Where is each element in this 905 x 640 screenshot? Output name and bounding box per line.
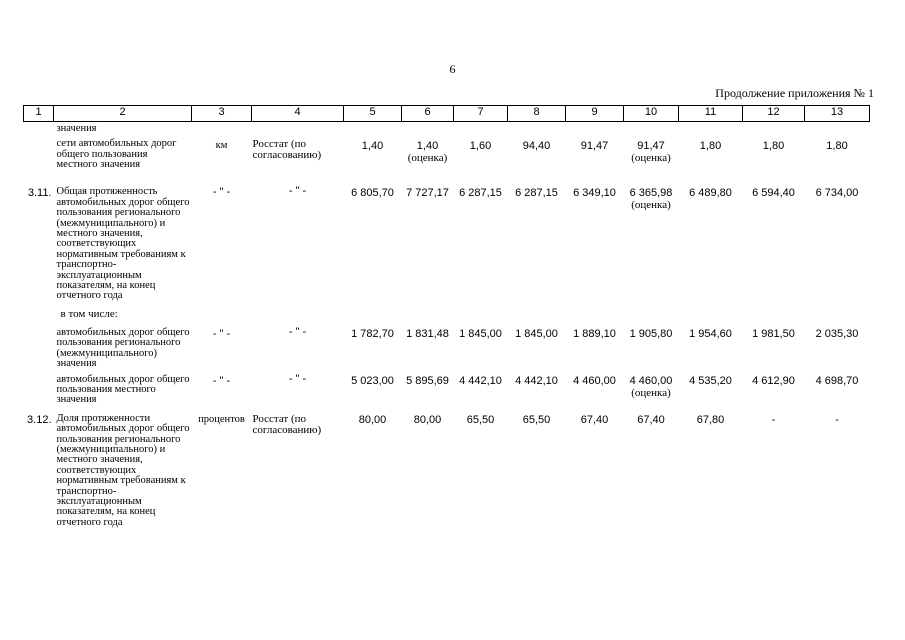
- value-cell: 2 035,30: [815, 327, 859, 340]
- value-cell: 94,40: [522, 140, 551, 153]
- value-cell: 67,40: [580, 413, 609, 426]
- value-cell: 6 489,80: [689, 187, 732, 200]
- table-row-local-roads: [24, 370, 870, 406]
- value-cell: 4 698,70: [815, 374, 859, 387]
- value-cell: 1 845,00: [459, 327, 502, 340]
- header-cell: 6: [402, 106, 454, 122]
- value-cell: 1 845,00: [515, 327, 558, 340]
- header-cell: 9: [566, 106, 624, 122]
- indicator-name: Общая протяженность автомобильных дорог общего пользования регионального (межмуниципального) и местного значения, соответствующих нормативным требованиям к транспортно-эксплуатационным показателям, на конец отчетного года: [56, 186, 190, 302]
- header-cell: 5: [344, 106, 402, 122]
- value-cell: 5 895,69: [406, 374, 449, 387]
- header-cell: 12: [743, 106, 805, 122]
- value-cell: 4 612,90: [752, 374, 795, 387]
- value-cell: 1 889,10: [573, 327, 616, 340]
- source-cell: - " -: [288, 372, 307, 385]
- row-number: 3.11.: [27, 187, 52, 200]
- value-cell: 1,60: [469, 140, 492, 153]
- indicator-name: автомобильных дорог общего пользования местного значения: [56, 373, 190, 406]
- value-cell: 1 981,50: [752, 327, 795, 340]
- value-cell: 6 365,98 (оценка): [629, 187, 673, 212]
- value-cell: 1,40 (оценка): [407, 140, 448, 165]
- value-cell: 6 287,15: [515, 187, 558, 200]
- indicator-name: сети автомобильных дорог общего пользования местного значения: [56, 138, 177, 171]
- value-cell: 4 460,00: [573, 374, 616, 387]
- source-cell: - " -: [288, 325, 307, 338]
- value-cell: 4 442,10: [459, 374, 502, 387]
- header-cell: 3: [192, 106, 252, 122]
- header-cell: 11: [679, 106, 743, 122]
- value-cell: 1,80: [762, 140, 785, 153]
- unit-cell: - " -: [212, 327, 231, 340]
- source-cell: Росстат (по согласованию): [252, 412, 322, 436]
- value-cell: 6 805,70: [351, 187, 394, 200]
- unit-cell: - " -: [212, 186, 231, 199]
- value-cell: 4 460,00 (оценка): [629, 374, 673, 399]
- header-cell: 7: [454, 106, 508, 122]
- value-cell: -: [835, 413, 839, 426]
- value-cell: 6 734,00: [815, 187, 859, 200]
- value-cell: 1,80: [699, 140, 722, 153]
- value-cell: 1,40: [361, 140, 384, 153]
- header-cell: 4: [252, 106, 344, 122]
- value-cell: 1 954,60: [689, 327, 732, 340]
- header-cell: 1: [24, 106, 54, 122]
- value-cell: 6 349,10: [573, 187, 616, 200]
- including-label: в том числе:: [60, 307, 118, 320]
- value-cell: 6 594,40: [752, 187, 795, 200]
- table-row-local-network: [24, 134, 870, 182]
- including-row: [24, 302, 870, 323]
- column-number-header-row: [24, 106, 870, 122]
- value-cell: 65,50: [466, 413, 495, 426]
- carryover-row: [24, 122, 870, 135]
- value-cell: 91,47: [580, 140, 609, 153]
- header-cell: 13: [805, 106, 870, 122]
- indicator-name: автомобильных дорог общего пользования регионального (межмуниципального) значения: [56, 326, 190, 370]
- row-number: 3.12.: [27, 413, 52, 426]
- value-cell: 1 831,48: [406, 327, 449, 340]
- value-cell: 4 442,10: [515, 374, 558, 387]
- unit-cell: - " -: [212, 374, 231, 387]
- value-cell: 1 905,80: [629, 327, 673, 340]
- table-row-3-12: [24, 406, 870, 528]
- table-row-3-11: [24, 182, 870, 301]
- value-cell: 1,80: [826, 140, 848, 153]
- value-cell: -: [771, 413, 776, 426]
- unit-cell: процентов: [198, 413, 245, 425]
- carryover-text: значения: [56, 123, 97, 134]
- value-cell: 91,47 (оценка): [631, 140, 671, 165]
- page-number: 6: [449, 62, 456, 76]
- value-cell: 80,00: [413, 413, 442, 426]
- header-cell: 8: [508, 106, 566, 122]
- source-cell: Росстат (по согласованию): [252, 138, 322, 162]
- value-cell: 7 727,17: [406, 187, 449, 200]
- value-cell: 80,00: [358, 413, 387, 426]
- value-cell: 67,80: [696, 413, 725, 426]
- value-cell: 4 535,20: [689, 374, 732, 387]
- value-cell: 6 287,15: [459, 187, 502, 200]
- unit-cell: км: [215, 140, 228, 152]
- header-cell: 10: [624, 106, 679, 122]
- source-cell: - " -: [288, 185, 307, 198]
- indicator-name: Доля протяженности автомобильных дорог общего пользования регионального (межмуниципального) и местного значения, соответствующих нормативным требованиям к транспортно-эксплуатационным показателям, на конец отчетного года: [56, 412, 190, 528]
- value-cell: 1 782,70: [351, 327, 394, 340]
- table-row-regional-roads: [24, 323, 870, 370]
- appendix-continuation-note: Продолжение приложения № 1: [715, 86, 874, 100]
- value-cell: 67,40: [637, 413, 665, 426]
- value-cell: 5 023,00: [351, 374, 394, 387]
- indicators-table: [23, 105, 870, 528]
- header-cell: 2: [54, 106, 192, 122]
- value-cell: 65,50: [522, 413, 551, 426]
